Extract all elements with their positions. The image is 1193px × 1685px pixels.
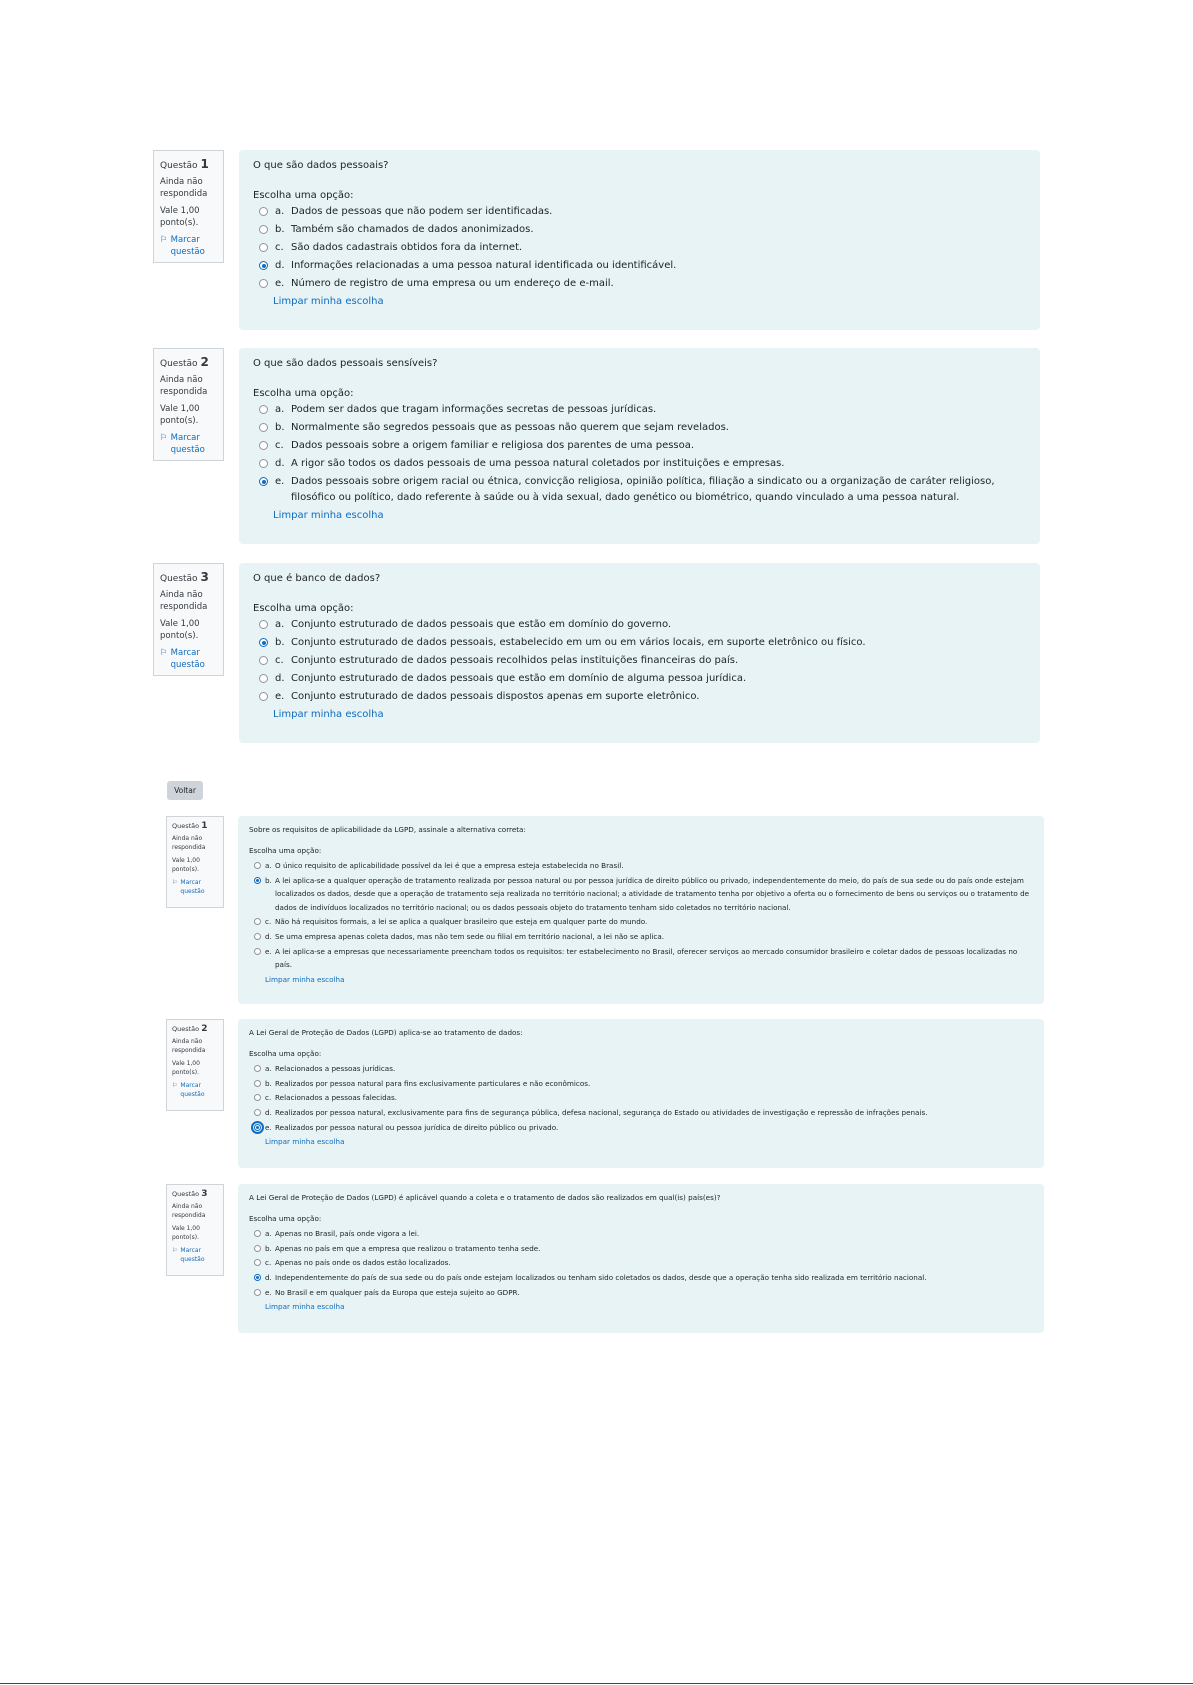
question-text: O que são dados pessoais sensíveis? <box>253 358 438 369</box>
radio-icon[interactable] <box>254 1289 261 1296</box>
radio-icon[interactable] <box>254 1259 261 1266</box>
answer-letter: b. <box>275 637 285 648</box>
question-grade: Vale 1,00 ponto(s). <box>172 856 200 873</box>
answer-letter: c. <box>265 1093 272 1103</box>
question-content <box>239 348 1040 544</box>
answer-text[interactable]: Dados pessoais sobre origem racial ou étnica, convicção religiosa, opinião política, filiação a sindicato ou a organização de caráter religioso, filosófico ou político, dado referente à saúde ou à vida sexual, dado genético ou biométrico, quando vinculado a uma pessoa natural. <box>291 476 995 503</box>
flag-question-label: Marcar questão <box>170 647 205 670</box>
answer-letter: e. <box>275 691 285 702</box>
question-status: Ainda não respondida <box>172 834 206 851</box>
question-info <box>153 563 224 676</box>
answer-letter: a. <box>275 206 285 217</box>
answer-prompt: Escolha uma opção: <box>249 1214 322 1223</box>
answer-option-a[interactable] <box>253 204 1040 220</box>
answer-letter: e. <box>275 278 285 289</box>
answer-list <box>249 859 1044 972</box>
question-number-value: 2 <box>200 355 209 369</box>
clear-choice-link[interactable]: Limpar minha escolha <box>273 509 384 521</box>
answer-letter: e. <box>265 946 272 956</box>
answer-option-d[interactable] <box>253 258 1040 274</box>
radio-icon[interactable] <box>259 261 268 270</box>
answer-prompt: Escolha uma opção: <box>249 846 322 855</box>
radio-icon[interactable] <box>254 1274 261 1281</box>
answer-text[interactable]: Se uma empresa apenas coleta dados, mas não tem sede ou filial em território nacional, a lei não se aplica. <box>275 932 665 942</box>
question-number <box>160 571 217 586</box>
answer-text[interactable]: Independentemente do país de sua sede ou do país onde estejam localizados ou tenham sido coletados os dados, desde que a operação tenha sido realizada em território nacional. <box>275 1273 927 1283</box>
question-info <box>166 1184 224 1276</box>
question-label: Questão <box>172 1025 200 1033</box>
flag-icon: ⚐ <box>172 1081 178 1089</box>
radio-icon[interactable] <box>254 948 261 955</box>
question-number <box>160 356 217 371</box>
answer-letter: d. <box>265 932 272 942</box>
answer-option-b[interactable] <box>253 635 1040 651</box>
question-number-value: 3 <box>201 1189 208 1199</box>
answer-text[interactable]: Não há requisitos formais, a lei se aplica a qualquer brasileiro que esteja em qualquer parte do mundo. <box>275 917 648 927</box>
radio-icon[interactable] <box>254 1109 261 1116</box>
answer-text[interactable]: Normalmente são segredos pessoais que as pessoas não querem que sejam revelados. <box>291 422 729 433</box>
question-content <box>238 1019 1044 1168</box>
answer-letter: a. <box>275 619 285 630</box>
answer-option-e[interactable] <box>253 689 1040 705</box>
answer-letter: c. <box>275 242 284 253</box>
answer-letter: b. <box>265 1243 272 1253</box>
answer-text[interactable]: Número de registro de uma empresa ou um endereço de e-mail. <box>291 278 614 289</box>
answer-list <box>253 204 1040 292</box>
radio-icon[interactable] <box>254 1080 261 1087</box>
question-grade: Vale 1,00 ponto(s). <box>160 618 200 641</box>
clear-choice-link[interactable]: Limpar minha escolha <box>273 296 384 307</box>
answer-letter: d. <box>275 260 285 271</box>
question-text: A Lei Geral de Proteção de Dados (LGPD) aplica-se ao tratamento de dados: <box>249 1028 523 1037</box>
answer-option-a[interactable] <box>249 1227 1044 1241</box>
answer-prompt: Escolha uma opção: <box>253 190 354 201</box>
answer-text[interactable]: Relacionados a pessoas jurídicas. <box>275 1064 396 1073</box>
answer-text[interactable]: Realizados por pessoa natural ou pessoa jurídica de direito público ou privado. <box>275 1122 559 1132</box>
answer-letter: a. <box>265 1229 272 1238</box>
answer-text[interactable]: A lei aplica-se a qualquer operação de tratamento realizada por pessoa natural ou por pessoa jurídica de direito público ou privado, independentemente do meio, do país de sua sede ou do país onde estejam localizados os dados, desde que a operação de tratamento seja realizada no território nacional; a atividade de tratamento tenha por objetivo a oferta ou o fornecimento de bens ou serviços ou o tratamento de dados de indivíduos localizados no território nacional; ou os dados pessoais objeto do tratamento tenham sido coletados no território nacional. <box>275 875 1030 912</box>
radio-icon[interactable] <box>254 1245 261 1252</box>
answer-list <box>253 402 1040 505</box>
answer-text[interactable]: Informações relacionadas a uma pessoa natural identificada ou identificável. <box>291 260 677 271</box>
question-info <box>166 816 224 908</box>
answer-option-e[interactable] <box>249 1121 1044 1135</box>
radio-icon[interactable] <box>259 423 268 432</box>
question-number <box>172 1190 218 1200</box>
clear-choice-link[interactable]: Limpar minha escolha <box>265 1137 345 1147</box>
answer-text[interactable]: Conjunto estruturado de dados pessoais dispostos apenas em suporte eletrônico. <box>291 691 700 702</box>
question-label: Questão <box>160 574 198 584</box>
answer-letter: d. <box>275 458 285 469</box>
answer-letter: c. <box>275 440 284 451</box>
flag-question-label: Marcar questão <box>180 1081 205 1098</box>
answer-text[interactable]: São dados cadastrais obtidos fora da internet. <box>291 242 523 253</box>
answer-letter: b. <box>275 224 285 235</box>
flag-question-label: Marcar questão <box>180 878 205 895</box>
clear-choice-link[interactable]: Limpar minha escolha <box>265 974 345 984</box>
question-content <box>238 816 1044 1004</box>
answer-text[interactable]: Conjunto estruturado de dados pessoais, estabelecido em um ou em vários locais, em suporte eletrônico ou físico. <box>291 637 866 648</box>
radio-icon[interactable] <box>254 862 261 869</box>
clear-choice-link[interactable]: Limpar minha escolha <box>273 709 384 720</box>
answer-option-e[interactable] <box>249 1286 1044 1300</box>
answer-text[interactable]: No Brasil e em qualquer país da Europa que esteja sujeito ao GDPR. <box>275 1287 520 1297</box>
answer-text[interactable]: A rigor são todos os dados pessoais de uma pessoa natural coletados por instituições e empresas. <box>291 458 785 469</box>
answer-option-a[interactable] <box>249 1062 1044 1076</box>
answer-option-e[interactable] <box>253 474 1040 505</box>
answer-option-d[interactable] <box>249 1106 1044 1120</box>
flag-question-link[interactable] <box>160 234 217 259</box>
question-status: Ainda não respondida <box>172 1202 206 1219</box>
answer-letter: a. <box>265 861 272 870</box>
question-number-value: 2 <box>201 1024 208 1034</box>
answer-letter: b. <box>265 1078 272 1088</box>
page-divider <box>0 1683 1193 1684</box>
answer-option-c[interactable] <box>249 1091 1044 1105</box>
answer-option-d[interactable] <box>253 456 1040 472</box>
question-number-value: 1 <box>200 157 209 171</box>
answer-letter: e. <box>275 476 285 487</box>
answer-letter: c. <box>265 1258 272 1268</box>
answer-text[interactable]: Conjunto estruturado de dados pessoais que estão em domínio de alguma pessoa jurídica. <box>291 673 747 684</box>
answer-letter: c. <box>265 917 272 927</box>
radio-icon[interactable] <box>259 620 268 629</box>
question-content <box>238 1184 1044 1333</box>
flag-question-link[interactable] <box>172 1081 218 1100</box>
radio-icon[interactable] <box>254 1065 261 1072</box>
answer-text[interactable]: Também são chamados de dados anonimizados. <box>291 224 534 235</box>
flag-question-link[interactable] <box>172 1246 218 1265</box>
question-number-value: 1 <box>201 821 208 831</box>
radio-icon[interactable] <box>259 459 268 468</box>
radio-icon[interactable] <box>254 933 261 940</box>
question-number <box>160 158 217 173</box>
radio-icon[interactable] <box>254 1124 261 1131</box>
question-number <box>172 1025 218 1035</box>
question-content <box>239 563 1040 743</box>
answer-text[interactable]: Relacionados a pessoas falecidas. <box>275 1093 398 1103</box>
answer-option-d[interactable] <box>249 1271 1044 1285</box>
answer-prompt: Escolha uma opção: <box>249 1049 322 1058</box>
answer-prompt: Escolha uma opção: <box>253 603 354 614</box>
answer-option-c[interactable] <box>253 240 1040 256</box>
question-status: Ainda não respondida <box>160 374 208 397</box>
answer-text[interactable]: Podem ser dados que tragam informações secretas de pessoas jurídicas. <box>291 404 657 415</box>
flag-question-label: Marcar questão <box>170 432 205 455</box>
flag-icon: ⚐ <box>160 234 168 245</box>
question-text: A Lei Geral de Proteção de Dados (LGPD) é aplicável quando a coleta e o tratamento de dados são realizados em qual(is) país(es)? <box>249 1193 721 1202</box>
question-label: Questão <box>160 359 198 369</box>
question-info <box>166 1019 224 1111</box>
answer-letter: d. <box>265 1273 272 1283</box>
answer-prompt: Escolha uma opção: <box>253 388 354 399</box>
question-text: O que são dados pessoais? <box>253 160 389 171</box>
radio-icon[interactable] <box>259 656 268 665</box>
flag-question-link[interactable] <box>160 432 217 457</box>
answer-letter: a. <box>275 404 285 415</box>
answer-text[interactable]: A lei aplica-se a empresas que necessariamente preencham todos os requisitos: ter estabelecimento no Brasil, oferecer serviços ao mercado consumidor brasileiro e coletar dados de pessoas localizadas no país. <box>275 946 1018 970</box>
flag-icon: ⚐ <box>172 878 178 886</box>
flag-question-link[interactable] <box>172 878 218 897</box>
question-label: Questão <box>160 161 198 171</box>
answer-text[interactable]: Conjunto estruturado de dados pessoais recolhidos pelas instituições financeiras do país. <box>291 655 739 666</box>
radio-icon[interactable] <box>259 225 268 234</box>
radio-icon[interactable] <box>259 207 268 216</box>
answer-text[interactable]: Realizados por pessoa natural, exclusivamente para fins de segurança pública, defesa nacional, segurança do Estado ou atividades de investigação e repressão de infrações penais. <box>275 1108 928 1118</box>
radio-icon[interactable] <box>259 243 268 252</box>
answer-text[interactable]: Realizados por pessoa natural para fins exclusivamente particulares e não econômicos. <box>275 1078 591 1088</box>
clear-choice-link[interactable]: Limpar minha escolha <box>265 1302 345 1312</box>
flag-question-label: Marcar questão <box>170 234 205 257</box>
answer-text[interactable]: Dados pessoais sobre a origem familiar e religiosa dos parentes de uma pessoa. <box>291 440 695 451</box>
question-label: Questão <box>172 822 200 830</box>
question-text: O que é banco de dados? <box>253 573 381 584</box>
answer-text[interactable]: O único requisito de aplicabilidade possível da lei é que a empresa esteja estabelecida no Brasil. <box>275 861 624 870</box>
question-number <box>172 822 218 832</box>
answer-option-a[interactable] <box>253 617 1040 633</box>
radio-icon[interactable] <box>259 441 268 450</box>
radio-icon[interactable] <box>254 877 261 884</box>
radio-icon[interactable] <box>259 674 268 683</box>
answer-option-a[interactable] <box>253 402 1040 418</box>
answer-option-e[interactable] <box>249 945 1044 972</box>
answer-text[interactable]: Apenas no Brasil, país onde vigora a lei. <box>275 1229 420 1238</box>
answer-letter: e. <box>265 1122 272 1132</box>
question-label: Questão <box>172 1190 200 1198</box>
flag-question-label: Marcar questão <box>180 1246 205 1263</box>
answer-list <box>249 1227 1044 1299</box>
answer-list <box>249 1062 1044 1134</box>
flag-icon: ⚐ <box>172 1246 178 1254</box>
question-text: Sobre os requisitos de aplicabilidade da LGPD, assinale a alternativa correta: <box>249 825 526 834</box>
answer-letter: b. <box>265 875 272 885</box>
radio-icon[interactable] <box>259 477 268 486</box>
answer-option-c[interactable] <box>253 438 1040 454</box>
question-number-value: 3 <box>200 570 209 584</box>
radio-icon[interactable] <box>259 279 268 288</box>
answer-letter: d. <box>275 673 285 684</box>
radio-icon[interactable] <box>254 918 261 925</box>
flag-question-link[interactable] <box>160 647 217 672</box>
answer-option-c[interactable] <box>249 915 1044 929</box>
answer-letter: c. <box>275 655 284 666</box>
question-content <box>239 150 1040 330</box>
flag-icon: ⚐ <box>160 432 168 443</box>
answer-option-b[interactable] <box>253 420 1040 436</box>
answer-option-a[interactable] <box>249 859 1044 873</box>
question-info <box>153 348 224 461</box>
question-grade: Vale 1,00 ponto(s). <box>160 205 200 228</box>
answer-option-b[interactable] <box>253 222 1040 238</box>
back-button[interactable]: Voltar <box>167 781 203 800</box>
radio-icon[interactable] <box>259 638 268 647</box>
question-status: Ainda não respondida <box>160 589 208 612</box>
question-status: Ainda não respondida <box>172 1037 206 1054</box>
radio-icon[interactable] <box>259 692 268 701</box>
answer-letter: a. <box>265 1064 272 1073</box>
answer-option-d[interactable] <box>253 671 1040 687</box>
radio-icon[interactable] <box>254 1230 261 1237</box>
answer-option-d[interactable] <box>249 930 1044 944</box>
radio-icon[interactable] <box>259 405 268 414</box>
answer-letter: d. <box>265 1108 272 1118</box>
radio-icon[interactable] <box>254 1094 261 1101</box>
flag-icon: ⚐ <box>160 647 168 658</box>
answer-option-c[interactable] <box>249 1256 1044 1270</box>
answer-list <box>253 617 1040 705</box>
answer-text[interactable]: Apenas no país onde os dados estão localizados. <box>275 1258 451 1268</box>
answer-text[interactable]: Dados de pessoas que não podem ser identificadas. <box>291 206 553 217</box>
answer-option-b[interactable] <box>249 1077 1044 1091</box>
answer-option-e[interactable] <box>253 276 1040 292</box>
question-grade: Vale 1,00 ponto(s). <box>172 1224 200 1241</box>
answer-text[interactable]: Conjunto estruturado de dados pessoais que estão em domínio do governo. <box>291 619 672 630</box>
question-grade: Vale 1,00 ponto(s). <box>160 403 200 426</box>
question-info <box>153 150 224 263</box>
question-status: Ainda não respondida <box>160 176 208 199</box>
answer-option-c[interactable] <box>253 653 1040 669</box>
question-grade: Vale 1,00 ponto(s). <box>172 1059 200 1076</box>
answer-option-b[interactable] <box>249 874 1044 915</box>
answer-letter: b. <box>275 422 285 433</box>
answer-option-b[interactable] <box>249 1242 1044 1256</box>
answer-letter: e. <box>265 1287 272 1297</box>
answer-text[interactable]: Apenas no país em que a empresa que realizou o tratamento tenha sede. <box>275 1243 541 1253</box>
